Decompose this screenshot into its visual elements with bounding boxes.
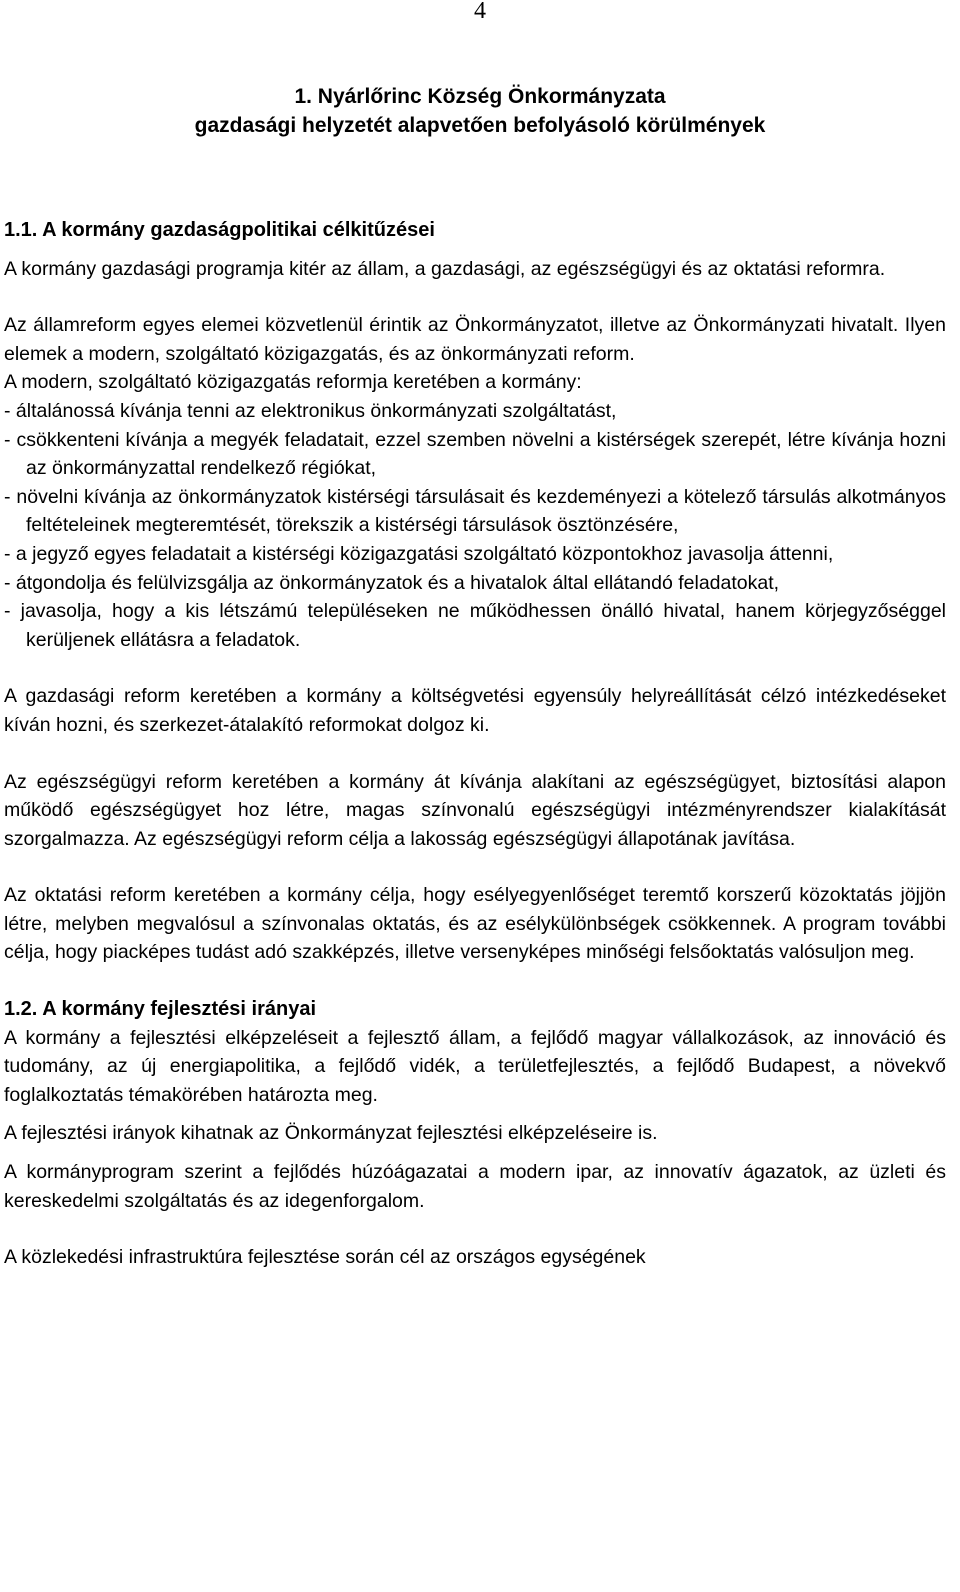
list-item: - növelni kívánja az önkormányzatok kistérségi társulásait és kezdeményezi a kötelező társulás alkotmányos feltételeinek megteremtését, törekszik a kistérségi társulások ösztönzésére, bbox=[4, 485, 946, 537]
paragraph: A gazdasági reform keretében a kormány a költségvetési egyensúly helyreállítását célzó intézkedéseket kíván hozni, és szerkezet-átalakító reformokat dolgoz ki. bbox=[4, 685, 946, 736]
page-number: 4 bbox=[474, 0, 486, 24]
paragraph: Az egészségügyi reform keretében a kormány át kívánja alakítani az egészségügyet, biztosítási alapon működő egészségügyet hoz létre, magas színvonalú egészségügyi intézményrendszer kialakítását szorgalmazza. Az egészségügyi reform célja a lakosság egészségügyi állapotának javítása. bbox=[4, 770, 946, 850]
list-item: - javasolja, hogy a kis létszámú településeken ne működhessen önálló hivatal, hanem körjegyzőséggel kerüljenek ellátásra a feladatok. bbox=[4, 600, 946, 651]
list-item: - a jegyző egyes feladatait a kistérségi közigazgatási szolgáltató központokhoz javasolja áttenni, bbox=[4, 542, 834, 565]
list-item: - csökkenteni kívánja a megyék feladatait, ezzel szemben növelni a kistérségek szerepét, létre kívánja hozni az önkormányzattal rendelkező régiókat, bbox=[4, 428, 946, 480]
paragraph: Az oktatási reform keretében a kormány célja, hogy esélyegyenlőséget teremtő korszerű közoktatás jöjjön létre, melyben megvalósul a színvonalas oktatás, és az esélykülönbségek csökkennek. A program további célja, hogy piacképes tudást adó szakképzés, illetve versenyképes minőségi felsőoktatás valósuljon meg. bbox=[4, 884, 946, 964]
reform-list bbox=[4, 397, 946, 654]
paragraph: Az államreform egyes elemei közvetlenül érintik az Önkormányzatot, illetve az Önkormányzati hivatalt. Ilyen elemek a modern, szolgáltató közigazgatás, és az önkormányzati reform. bbox=[4, 314, 946, 365]
paragraph: A modern, szolgáltató közigazgatás reformja keretében a kormány: bbox=[4, 371, 582, 394]
document-title bbox=[0, 82, 960, 140]
section-heading-1-2 bbox=[4, 995, 946, 1024]
paragraph: A kormány gazdasági programja kitér az állam, a gazdasági, az egészségügyi és az oktatási reformra. bbox=[4, 257, 886, 280]
list-item: - általánossá kívánja tenni az elektronikus önkormányzati szolgáltatást, bbox=[4, 399, 617, 422]
paragraph: A kormány a fejlesztési elképzeléseit a fejlesztő állam, a fejlődő magyar vállalkozások, az innováció és tudomány, az új energiapolitika, a fejlődő vidék, a területfejlesztés, a fejlődő Budapest, a növekvő foglalkoztatás témakörében határozta meg. bbox=[4, 1026, 946, 1106]
document-body bbox=[4, 216, 946, 1272]
paragraph: A közlekedési infrastruktúra fejlesztése során cél az országos egységének bbox=[4, 1246, 646, 1269]
section-number: 1.2. bbox=[4, 998, 38, 1021]
title-line-1: 1. Nyárlőrinc Község Önkormányzata bbox=[294, 85, 666, 108]
section-heading-1-1: 1.1. A kormány gazdaságpolitikai célkitűzései bbox=[4, 219, 435, 241]
section-title: A kormány fejlesztési irányai bbox=[42, 998, 317, 1021]
paragraph: A fejlesztési irányok kihatnak az Önkormányzat fejlesztési elképzeléseire is. bbox=[4, 1122, 658, 1145]
list-item: - átgondolja és felülvizsgálja az önkormányzatok és a hivatalok által ellátandó feladatokat, bbox=[4, 571, 780, 594]
title-line-2: gazdasági helyzetét alapvetően befolyásoló körülmények bbox=[194, 114, 766, 137]
paragraph: A kormányprogram szerint a fejlődés húzóágazatai a modern ipar, az innovatív ágazatok, az üzleti és kereskedelmi szolgáltatás és az idegenforgalom. bbox=[4, 1161, 946, 1212]
